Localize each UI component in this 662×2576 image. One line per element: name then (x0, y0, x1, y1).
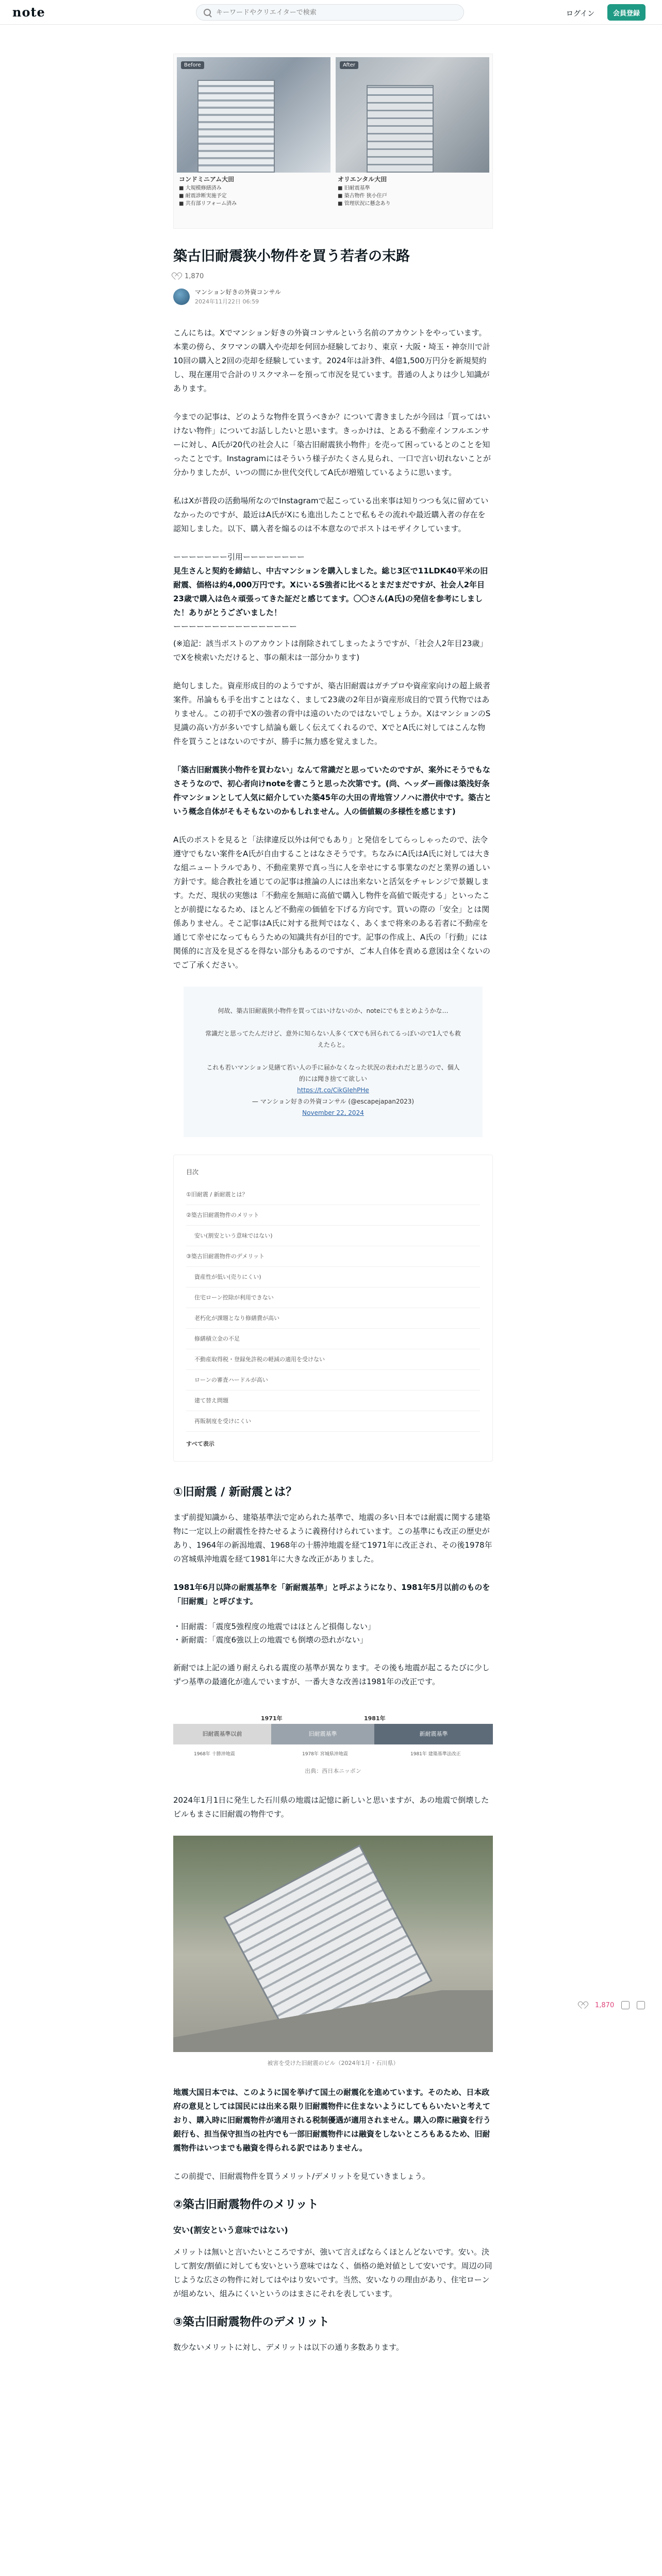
quoted-post (173, 564, 493, 620)
toc-item[interactable]: 住宅ローン控除が利用できない (186, 1287, 480, 1308)
search-input[interactable] (216, 9, 453, 16)
sub-heading: 安い(割安という意味ではない) (173, 2225, 288, 2235)
paragraph: この前提で、旧耐震物件を買うメリット/デメリットを見ていきましょう。 (173, 2172, 430, 2181)
timeline-note: 1978年 宮城県沖地震 (302, 1752, 348, 1757)
image-caption: 出典：西日本ニッポン (305, 1768, 361, 1774)
header-image (173, 54, 493, 229)
hero-caption-line: ■ 築古物件 狭小住戸 (338, 193, 387, 199)
hero-tag: After (340, 61, 358, 69)
tweet-attribution: — マンション好きの外資コンサル (@escapejapan2023) (252, 1098, 415, 1105)
paragraph (173, 2086, 493, 2155)
timeline-year: 1981年 (364, 1715, 386, 1722)
toc-item[interactable]: ③築古旧耐震物件のデメリット (186, 1246, 480, 1267)
note-logo[interactable]: note (12, 5, 45, 20)
hero-caption-title: コンドミニアム大田 (179, 176, 235, 183)
share-icon[interactable] (637, 2001, 645, 2009)
article-body (173, 326, 493, 2354)
toc-item[interactable]: 安い(割安という意味ではない) (186, 1226, 480, 1246)
paragraph: 数少ないメリットに対し、デメリットは以下の通り多数あります。 (173, 2343, 404, 2352)
hero-card-right (336, 57, 489, 225)
login-link[interactable]: ログイン (566, 10, 595, 18)
bold-text: 地震大国日本では、このように国を挙げて国土の耐震化を進めています。そのため、日本政府の意見としては国民には出来る限り旧耐震物件に住まないようにしてもらいたいと考えており、購入時に旧耐震物件が適用される税制優遇が適用されません。購入の際に融資を行う銀行も、担当保守担当の社内でも一部旧耐震物件には融資をしないところもあるため、旧耐震物件はいつまでも融資を得られる訳ではありません。 (173, 2088, 491, 2153)
author-name[interactable]: マンション好きの外資コンサル (195, 289, 281, 296)
timeline-segment: 旧耐震基準以前 (173, 1724, 271, 1744)
hero-caption (336, 173, 489, 211)
section-heading: ③築古旧耐震物件のデメリット (173, 2316, 329, 2329)
toc-item[interactable]: 資産性が低い(売りにくい) (186, 1267, 480, 1287)
paragraph: 今までの記事は、どのような物件を買うべきか？について書きましたが今回は「買ってはいけない物件」についてお話ししたいと思います。きっかけは、とある不動産インフルエンサーに対し、A氏が20代の社会人に「築古旧耐震狭小物件」を売って困っているとのことを知ったことです。Instagramにはそういう様子がたくさん見られ、一口で言い切れないことが分かりましたが、いつの間にか世代交代してA氏が増殖しているように思います。 (173, 412, 491, 477)
road (173, 1990, 493, 2052)
list-item: ・旧耐震：「震度5強程度の地震ではほとんど損傷しない」 (173, 1622, 376, 1631)
timeline-year: 1971年 (261, 1715, 283, 1722)
hero-caption-line: ■ 管理状況に懸念あり (338, 201, 391, 207)
tweet-line: これも若いマンション見繕て若い人の手に届かなくなった状況の表われだと思うので、個人的には聞き捨てて欲しい (206, 1064, 460, 1082)
paragraph (173, 763, 493, 819)
paragraph: 絶句しました。資産形成目的のようですが、築古旧耐震はガチプロや資産家向けの超上級者案件。吊論もも手を出すことはなく、まして23歳の2年目が資産形成目的で買う代物ではありません。この初手でXの強者の背中は遠のいたのではないでしょうか。XはマンションのS見識の高い方が多いですし結論も厳しく伝えてくれるので、XでとA氏に対してはこんな物件を買うことはないのですが、勝手に無力感を覚えました。 (173, 681, 491, 746)
timeline-note: 1968年 十勝沖地震 (194, 1752, 235, 1757)
building-photo (177, 57, 330, 173)
search-bar[interactable] (196, 4, 464, 21)
building-photo (336, 57, 489, 173)
heart-icon[interactable] (173, 272, 181, 280)
paragraph: メリットは無いと言いたいところですが、強いて言えばならくほとんどないです。安い。決して割安/割値に対しても安いという意味ではなく、価格の絶対値として安いです。周辺の同じような広さの物件に対してはやはり安いです。当然、安いなりの理由があり、住宅ローンが組めない、組みにくいというのはまさにそれを表しています。 (173, 2247, 492, 2298)
toc-item[interactable]: ローンの審査ハードルが高い (186, 1370, 480, 1391)
bold-text: 「築古旧耐震狭小物件を買わない」なんて常識だと思っていたのですが、案外にそうでもなさそうなので、初心者向けnoteを書こうと思った次第です。(尚、ヘッダー画像は築浅好条件マンションとして人気に紹介していた築45年の大田の青地管ソノハに潜伏中です。築古という概念自体がそもそもないのかもしれません。人の価値観の多様性を感じます) (173, 765, 492, 816)
quote-divider: ーーーーーーーーーーーーーーーー (173, 622, 297, 631)
hero-caption-line: ■ 耐震診断実施予定 (179, 193, 227, 199)
table-of-contents (173, 1155, 493, 1462)
site-header (0, 0, 662, 25)
timeline-segment: 新耐震基準 (374, 1724, 493, 1744)
article (173, 54, 493, 2369)
hero-caption-title: オリエンタル大田 (338, 176, 387, 183)
paragraph: A氏のポストを見ると「法律違反以外は何でもあり」と発信をしてらっしゃったので、法令遵守でもない案件をA氏が自由することはなさそうです。ちなみにA氏はA氏に対しては大きな組ニュートラルであり、不動産業界で真っ当に人を幸せにする事業なのだと業界の通しい方針です。総合教社を通じての記事は推論の人には出来ないと活気をチャレンジで景観します。ただ、現状の実態は「不動産を無暗に高値で購入し物件を高値で販売する」といったことが前提になるため、ほとんど不動産の価値を下げる方向です。買いの際の「安全」とは関係ありません。そこ記事はA氏に対する批判ではなく、あくまで将来のある若者に不動産を通じて幸せになってもらうための知識共有が目的です。記事の作成上、A氏の「行動」には関係的に言及を見ざるを得ない部分もあるのですが、ご本人自体を責める意図は全くないのでご了承ください。 (173, 835, 491, 970)
bullet-list (173, 1620, 493, 1647)
hero-caption-line: ■ 共有部リフォーム済み (179, 201, 237, 207)
paragraph: こんにちは。Xでマンション好きの外資コンサルという名前のアカウントをやっています。本業の傍ら、タワマンの購入や売却を何回か経験しており、東京・大阪・埼玉・神奈川で計10回の購入と2回の売却を経験しています。2024年は計3件、4億1,500万円分を新規契約し、現在運用で合計のリスクマネーを預って市況を見ています。普通の人よりは少し知識があります。 (173, 328, 491, 393)
avatar[interactable] (173, 289, 190, 305)
image-caption: 被害を受けた旧耐震のビル（2024年1月・石川県） (267, 2060, 399, 2066)
collapsed-building-photo (173, 1836, 493, 2052)
search-icon (204, 9, 211, 16)
embedded-tweet[interactable] (184, 987, 483, 1137)
hero-caption-line: ■ 旧耐震基準 (338, 185, 370, 191)
paragraph (173, 1581, 493, 1608)
building-illustration (367, 85, 434, 173)
tweet-date-link[interactable]: November 22, 2024 (302, 1109, 364, 1116)
toc-heading: 目次 (186, 1168, 199, 1176)
tweet-line: 常識だと思ってたんだけど、意外に知らない人多くてXでも回られてるっぽいので1人でも救えたらと。 (205, 1030, 461, 1048)
floating-actions (580, 2001, 645, 2009)
hero-card-left (177, 57, 330, 225)
quoted-post-text: 見生さんと契約を締結し、中古マンションを購入しました。総じ3区で11LDK40平米の旧耐震、価格は約4,000万円です。XにいるS強者に比べるとまだまだですが、社会人2年目23歳で購入は色々頑張ってきた証だと感じてます。〇〇さん(A氏)の発信を参考にしました！ありがとうございました！ (173, 566, 488, 617)
toc-item[interactable]: 老朽化が課題となり修繕費が高い (186, 1308, 480, 1329)
heart-icon[interactable] (580, 2001, 588, 2009)
article-title: 築古旧耐震狭小物件を買う若者の末路 (173, 248, 410, 264)
building-illustration (197, 80, 275, 173)
toc-show-all-button[interactable]: すべて表示 (186, 1440, 214, 1447)
toc-item[interactable]: ①旧耐震 / 新耐震とは？ (186, 1184, 480, 1205)
list-item: ・新耐震：「震度6強以上の地震でも倒壊の恐れがない」 (173, 1635, 368, 1645)
toc-item[interactable]: 再販制度を受けにくい (186, 1411, 480, 1432)
section-heading: ②築古旧耐震物件のメリット (173, 2198, 319, 2211)
like-number: 1,870 (185, 272, 204, 280)
signup-button[interactable]: 会員登録 (607, 4, 646, 21)
timeline-segment: 旧耐震基準 (271, 1724, 374, 1744)
hero-caption (177, 173, 330, 211)
toc-item[interactable]: 建て替え問題 (186, 1391, 480, 1411)
paragraph: まず前提知識から、建築基準法で定められた基準で、地震の多い日本では耐震に関する建築物に一定以上の耐震性を持たせるように義務付けられています。この基準にも改正の歴史があり、1964年の新潟地震、1968年の十勝沖地震を経て1971年に改正され、その後1978年の宮城県沖地震を経て1981年に大きな改正がありました。 (173, 1513, 492, 1564)
paragraph: 新耐では上記の通り耐えられる震度の基準が異なります。その後も地震が起こるたびに少しずつ基準の最適化が進んでいますが、一番大きな改善は1981年の改正です。 (173, 1663, 490, 1686)
paragraph: (※追記：該当ポストのアカウントは削除されてしまったようですが、「社会人2年目23歳」でXを検索いただけると、事の顛末は一部分かります) (173, 639, 488, 662)
like-count[interactable] (173, 272, 493, 280)
toc-item[interactable]: 不動産取得税・登録免許税の軽減の適用を受けない (186, 1349, 480, 1370)
bold-text: 1981年6月以降の耐震基準を「新耐震基準」と呼ぶようになり、1981年5月以前のものを「旧耐震」と呼びます。 (173, 1583, 490, 1606)
publish-date: 2024年11月22日 06:59 (195, 298, 259, 305)
toc-item[interactable]: ②築古旧耐震物件のメリット (186, 1205, 480, 1226)
comment-icon[interactable] (621, 2001, 630, 2009)
paragraph: 私はXが普段の活動場所なのでInstagramで起こっている出来事は知りつつも気に留めていなかったのですが、最近はA氏がXにも進出したことで私もその流れや最近購入者の存在を認知しました。以下、購入者を煽るのは不本意なのでポストはモザイクしています。 (173, 496, 489, 533)
hero-caption-line: ■ 大規模修繕済み (179, 185, 222, 191)
timeline-note: 1981年 建築基準法改正 (410, 1752, 461, 1757)
toc-item[interactable]: 修繕積立金の不足 (186, 1329, 480, 1349)
paragraph: 2024年1月1日に発生した石川県の地震は記憶に新しいと思いますが、あの地震で倒壊したビルもまさに旧耐震の物件です。 (173, 1795, 489, 1819)
hero-tag: Before (181, 61, 204, 69)
section-heading: ①旧耐震 / 新耐震とは？ (173, 1486, 297, 1499)
author-block[interactable] (173, 287, 493, 306)
quote-divider: ーーーーーーー引用ーーーーーーーー (173, 552, 305, 562)
tweet-line: 何故、築古旧耐震狭小物件を買ってはいけないのか、noteにでもまとめようかな… (218, 1007, 449, 1014)
tweet-link[interactable]: https://t.co/CikGIehPHe (297, 1087, 369, 1094)
floating-like-count: 1,870 (595, 2001, 615, 2009)
seismic-standard-timeline (173, 1703, 493, 1760)
